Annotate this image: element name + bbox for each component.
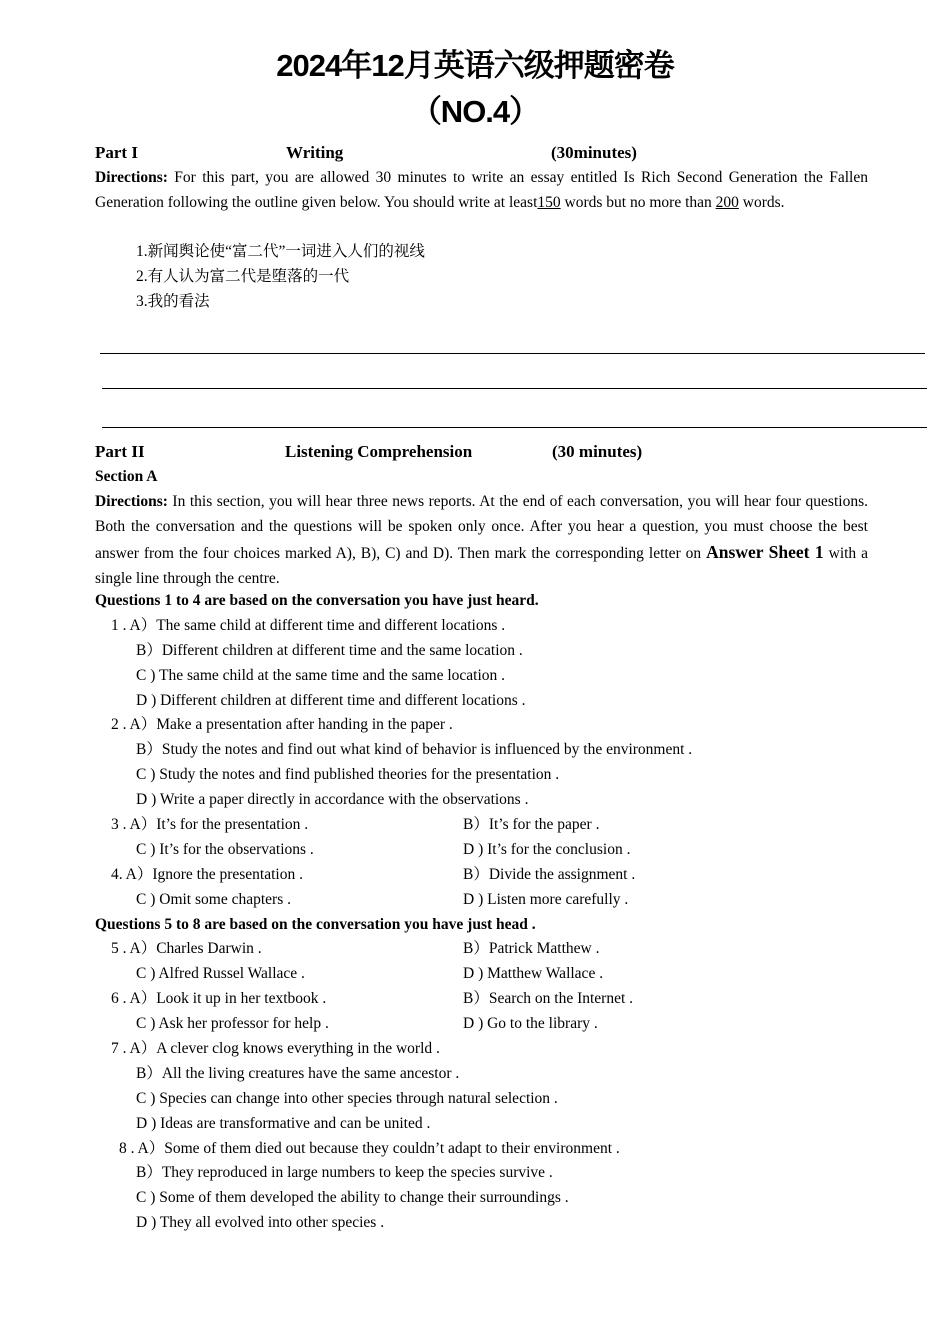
outline-item: 1.新闻舆论使“富二代”一词进入人们的视线 bbox=[136, 243, 425, 260]
min-words: 150 bbox=[537, 193, 561, 211]
directions-text: For this part, you are allowed 30 minutes to write an essay entitled Is Rich Second Generation the Fallen Generation following the outline given below. You should write at least bbox=[95, 169, 868, 211]
answer-option: B）Patrick Matthew . bbox=[463, 940, 600, 958]
max-words: 200 bbox=[715, 193, 739, 211]
option-row bbox=[0, 888, 950, 913]
option-row bbox=[0, 689, 950, 714]
part2-label: Part II bbox=[95, 442, 145, 461]
answer-option: 7 . A）A clever clog knows everything in the world . bbox=[111, 1040, 440, 1058]
answer-option: B）They reproduced in large numbers to keep the species survive . bbox=[136, 1164, 553, 1182]
option-row bbox=[0, 614, 950, 639]
option-row bbox=[0, 639, 950, 664]
option-row bbox=[0, 962, 950, 987]
answer-option: C ) Species can change into other species through natural selection . bbox=[136, 1089, 558, 1107]
answer-option: B）Divide the assignment . bbox=[463, 865, 636, 883]
part1-name: Writing bbox=[286, 143, 344, 162]
directions-text: words but no more than bbox=[560, 193, 716, 211]
option-row bbox=[0, 1186, 950, 1211]
option-row bbox=[0, 713, 950, 738]
document-subtitle: （NO.4） bbox=[410, 94, 540, 129]
answer-option: 5 . A）Charles Darwin . bbox=[111, 940, 262, 958]
option-row bbox=[0, 763, 950, 788]
answer-option: B）It’s for the paper . bbox=[463, 816, 600, 834]
option-row bbox=[0, 1087, 950, 1112]
answer-option: C ) Alfred Russel Wallace . bbox=[136, 965, 305, 983]
answer-option: C ) The same child at the same time and the same location . bbox=[136, 666, 506, 684]
directions-label: Directions: bbox=[95, 493, 168, 510]
outline-item: 2.有人认为富二代是堕落的一代 bbox=[136, 267, 350, 285]
option-row bbox=[0, 1161, 950, 1186]
question-group-heading: Questions 5 to 8 are based on the conversation you have just head . bbox=[95, 915, 536, 933]
option-row bbox=[0, 813, 950, 838]
answer-option: B）Search on the Internet . bbox=[463, 990, 634, 1008]
option-row bbox=[0, 987, 950, 1012]
answer-option: B）Different children at different time and the same location . bbox=[136, 641, 523, 659]
answer-option: 6 . A）Look it up in her textbook . bbox=[111, 990, 327, 1008]
answer-option: C ) Omit some chapters . bbox=[136, 890, 291, 908]
option-row bbox=[0, 937, 950, 962]
option-row bbox=[0, 1037, 950, 1062]
answer-option: D ) Ideas are transformative and can be united . bbox=[136, 1114, 431, 1132]
option-row bbox=[0, 863, 950, 888]
directions-text: In this section, you will hear three news reports. At the end of each conversation, you will hear four questions. Both the conversation and the questions will be spoken only once. After you hear a question, you must choose the best answer from the four choices marked A), B), C) and D). Then mark the corresponding letter on bbox=[95, 493, 868, 562]
section-a-heading: Section A bbox=[95, 468, 158, 485]
directions-text: with a single line through the centre. bbox=[95, 544, 869, 587]
answer-option: 3 . A）It’s for the presentation . bbox=[111, 816, 309, 834]
answer-option: C ) Ask her professor for help . bbox=[136, 1015, 329, 1033]
question-group-heading-row bbox=[0, 589, 950, 614]
option-row bbox=[0, 1211, 950, 1236]
answer-option: D ) Matthew Wallace . bbox=[463, 965, 604, 983]
document-title: 2024年12月英语六级押题密卷 bbox=[276, 48, 674, 83]
answer-option: 2 . A）Make a presentation after handing in the paper . bbox=[111, 716, 453, 734]
part1-time: (30minutes) bbox=[551, 143, 637, 162]
answer-option: 8 . A）Some of them died out because they couldn’t adapt to their environment . bbox=[119, 1139, 620, 1157]
option-row bbox=[0, 788, 950, 813]
part1-directions bbox=[95, 166, 868, 216]
outline-item: 3.我的看法 bbox=[136, 292, 210, 310]
directions-label: Directions: bbox=[95, 169, 168, 186]
answer-option: D ) They all evolved into other species . bbox=[136, 1214, 385, 1232]
answer-option: B）All the living creatures have the same ancestor . bbox=[136, 1064, 460, 1082]
answer-option: D ) Write a paper directly in accordance with the observations . bbox=[136, 791, 529, 809]
option-row bbox=[0, 1062, 950, 1087]
answer-option: B）Study the notes and find out what kind of behavior is influenced by the environment . bbox=[136, 741, 693, 759]
answer-option: D ) It’s for the conclusion . bbox=[463, 840, 631, 858]
answer-option: C ) Some of them developed the ability to change their surroundings . bbox=[136, 1189, 569, 1207]
part2-time: (30 minutes) bbox=[552, 442, 643, 461]
answer-option: D ) Listen more carefully . bbox=[463, 890, 629, 908]
option-row bbox=[0, 738, 950, 763]
writing-outline bbox=[136, 240, 425, 315]
question-group-heading-row bbox=[0, 913, 950, 938]
answer-option: D ) Go to the library . bbox=[463, 1015, 598, 1033]
option-row bbox=[0, 664, 950, 689]
option-row bbox=[0, 1112, 950, 1137]
option-row bbox=[0, 1012, 950, 1037]
answer-line bbox=[102, 427, 927, 428]
answer-option: C ) Study the notes and find published theories for the presentation . bbox=[136, 766, 560, 784]
option-row bbox=[0, 1137, 950, 1162]
answer-sheet-label: Answer Sheet 1 bbox=[706, 541, 824, 562]
part1-label: Part I bbox=[95, 143, 138, 162]
question-group-heading: Questions 1 to 4 are based on the conversation you have just heard. bbox=[95, 592, 539, 609]
part2-directions bbox=[95, 490, 868, 592]
directions-text: words. bbox=[738, 193, 785, 211]
part2-name: Listening Comprehension bbox=[285, 442, 473, 461]
option-row bbox=[0, 838, 950, 863]
answer-line bbox=[102, 388, 927, 389]
answer-option: 4. A）Ignore the presentation . bbox=[111, 865, 303, 883]
answer-line bbox=[100, 353, 925, 354]
questions-list bbox=[0, 589, 950, 1236]
answer-option: D ) Different children at different time and different locations . bbox=[136, 691, 526, 709]
answer-option: C ) It’s for the observations . bbox=[136, 840, 314, 858]
answer-option: 1 . A）The same child at different time and different locations . bbox=[111, 616, 506, 634]
